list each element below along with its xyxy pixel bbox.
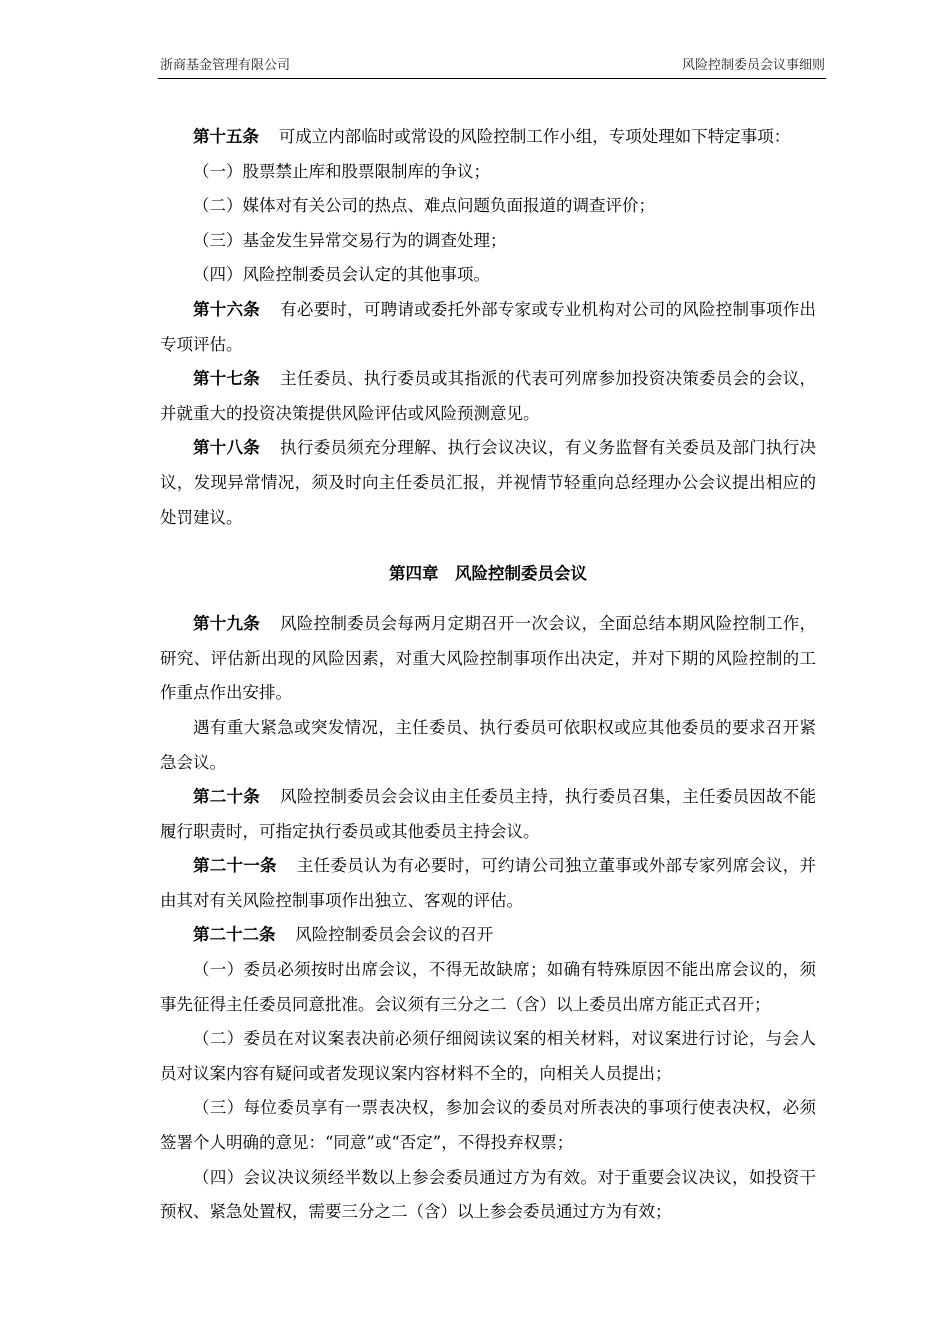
header-doc-title: 风险控制委员会议事细则 [681,58,825,73]
article-15-item-4: （四）风险控制委员会认定的其他事项。 [193,265,490,285]
article-label: 第十七条 [193,369,261,389]
article-label: 第十六条 [193,299,261,319]
article-text: 主任委员认为有必要时，可约请公司独立董事或外部专家列席会议，并由其对有关风险控制事项作出独立、客观的评估。 [160,856,817,910]
article-22-item-1: （一）委员必须按时出席会议，不得无故缺席；如确有特殊原因不能出席会议的，须事先征得主任委员同意批准。会议须有三分之二（含）以上委员出席方能正式召开； [160,960,816,1014]
article-label: 第二十一条 [193,856,277,876]
article-label: 第二十条 [193,787,261,807]
header-company: 浙商基金管理有限公司 [160,58,291,73]
chapter-heading: 第四章 风险控制委员会议 [389,564,587,584]
article-text: 风险控制委员会会议由主任委员主持，执行委员召集，主任委员因故不能履行职责时，可指定执行委员或其他委员主持会议。 [160,787,817,841]
article-15 [160,120,816,155]
article-21 [160,849,816,918]
article-label: 第二十二条 [193,925,276,945]
article-label: 第十八条 [193,438,261,458]
article-text: 可成立内部临时或常设的风险控制工作小组，专项处理如下特定事项： [278,127,791,146]
article-15-item-2: （二）媒体对有关公司的热点、难点问题负面报道的调查评价； [193,196,655,216]
article-15-item-3: （三）基金发生异常交易行为的调查处理； [193,230,507,250]
article-15-item-1: （一）股票禁止库和股票限制库的争议； [193,161,490,181]
article-text: 主任委员、执行委员或其指派的代表可列席参加投资决策委员会的会议，并就重大的投资决策提供风险评估或风险预测意见。 [160,369,817,423]
article-20 [160,780,816,849]
article-22-item-2: （二）委员在对议案表决前必须仔细阅读议案的相关材料，对议案进行讨论，与会人员对议案内容有疑问或者发现议案内容材料不全的，向相关人员提出； [160,1029,816,1083]
article-17 [160,362,816,431]
article-label: 第十九条 [193,614,261,634]
article-19-extra: 遇有重大紧急或突发情况，主任委员、执行委员可依职权或应其他委员的要求召开紧急会议。 [160,717,816,772]
header-divider [158,78,826,79]
article-19 [160,607,816,711]
article-22-item-4: （四）会议决议须经半数以上参会委员通过方为有效。对于重要会议决议，如投资干预权、紧急处置权，需要三分之二（含）以上参会委员通过方为有效； [160,1167,816,1222]
article-22-item-3: （三）每位委员享有一票表决权，参加会议的委员对所表决的事项行使表决权，必须签署个人明确的意见：“同意”或“否定”，不得投弃权票； [160,1098,816,1153]
article-22 [160,918,816,953]
article-text: 风险控制委员会会议的召开 [295,925,494,945]
article-text: 有必要时，可聘请或委托外部专家或专业机构对公司的风险控制事项作出专项评估。 [160,299,817,354]
article-label: 第十五条 [193,127,259,146]
article-18 [160,431,816,535]
article-text: 执行委员须充分理解、执行会议决议，有义务监督有关委员及部门执行决议，发现异常情况，须及时向主任委员汇报，并视情节轻重向总经理办公会议提出相应的处罚建议。 [160,438,817,527]
article-16 [160,293,816,362]
article-text: 风险控制委员会每两月定期召开一次会议，全面总结本期风险控制工作，研究、评估新出现的风险因素，对重大风险控制事项作出决定，并对下期的风险控制的工作重点作出安排。 [160,614,817,703]
document-body [160,120,816,1230]
